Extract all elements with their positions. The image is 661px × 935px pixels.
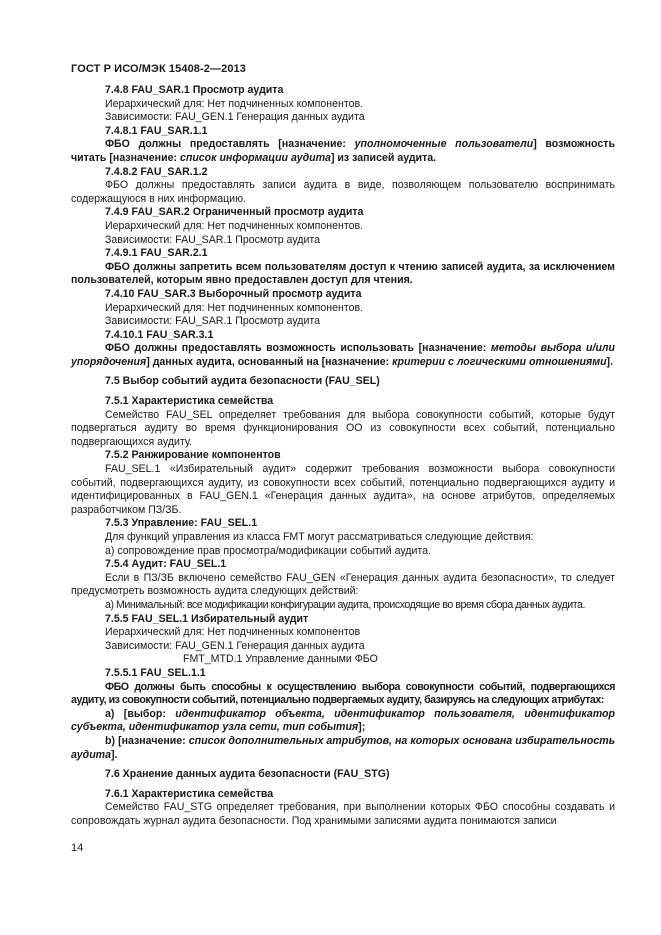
page-content: [71, 84, 615, 828]
text-span: ].: [606, 355, 614, 368]
paragraph: Если в ПЗ/ЗБ включено семейство FAU_GEN «Генерация данных аудита безопасности», то следует предусмотреть возможность аудита следующих действий:: [71, 571, 615, 598]
dependency-line: Зависимости: FAU_GEN.1 Генерация данных аудита: [105, 639, 365, 652]
element-heading: 7.4.10.1 FAU_SAR.3.1: [105, 328, 214, 341]
hierarchy-line: Иерархический для: Нет подчиненных компонентов.: [105, 219, 364, 232]
page-header: ГОСТ Р ИСО/МЭК 15408-2—2013: [71, 63, 246, 75]
family-heading: 7.5 Выбор событий аудита безопасности (FAU_SEL): [105, 375, 380, 388]
text-span: ФБО должны предоставлять [назначение:: [105, 138, 355, 151]
element-heading: 7.4.9.1 FAU_SAR.2.1: [105, 247, 208, 260]
requirement-text: ФБО должны быть способны к осуществлению выбора совокупности событий, подвергающихся аудиту, из совокупности событий, потенциально подвергаемых аудиту, базируясь на следующих атрибутах:: [71, 680, 615, 707]
paragraph: Семейство FAU_SEL определяет требования для выбора совокупности событий, которые будут подвергаться аудиту во время функционирования ОО из совокупности всех событий, потенциально подвергающихся аудиту.: [71, 408, 615, 448]
hierarchy-line: Иерархический для: Нет подчиненных компонентов: [105, 626, 361, 639]
italic-span: критерии с логическими отношениями: [392, 355, 607, 368]
text-span: ] данных аудита, основанный на [назначение:: [146, 355, 393, 368]
section-heading: 7.4.9 FAU_SAR.2 Ограниченный просмотр аудита: [105, 206, 364, 219]
paragraph: FAU_SEL.1 «Избирательный аудит» содержит требования возможности выбора совокупности событий, подвергающихся аудиту, из совокупности всех событий, потенциально подвергающихся аудиту и идентифицированных в FAU_GEN.1 «Генерация данных аудита», на основе атрибутов, определяемых разработчиком ПЗ/ЗБ.: [71, 463, 615, 516]
text-span: ФБО должны предоставлять возможность использовать [назначение:: [105, 342, 491, 355]
section-heading: 7.5.1 Характеристика семейства: [105, 395, 274, 408]
section-heading: 7.5.4 Аудит: FAU_SEL.1: [105, 558, 227, 571]
page-number: 14: [71, 842, 84, 854]
element-heading: 7.5.5.1 FAU_SEL.1.1: [105, 666, 206, 679]
italic-span: список информации аудита: [179, 151, 331, 164]
dependency-line: FMT_MTD.1 Управление данными ФБО: [183, 653, 378, 666]
element-heading: 7.4.8.2 FAU_SAR.1.2: [105, 165, 208, 178]
text-span: а) [выбор:: [105, 707, 176, 720]
hierarchy-line: Иерархический для: Нет подчиненных компонентов.: [105, 97, 364, 110]
section-heading: 7.5.5 FAU_SEL.1 Избирательный аудит: [105, 612, 309, 625]
section-heading: 7.6.1 Характеристика семейства: [105, 787, 274, 800]
list-item: [71, 735, 615, 762]
requirement-text: [71, 342, 615, 369]
family-heading: 7.6 Хранение данных аудита безопасности (FAU_STG): [105, 768, 390, 781]
section-heading: 7.5.2 Ранжирование компонентов: [105, 449, 281, 462]
hierarchy-line: Иерархический для: Нет подчиненных компонентов.: [105, 301, 364, 314]
requirement-text: [71, 138, 615, 165]
text-span: ] возможность читать [назначение:: [71, 138, 615, 164]
dependency-line: Зависимости: FAU_GEN.1 Генерация данных аудита: [105, 111, 365, 124]
dependency-line: Зависимости: FAU_SAR.1 Просмотр аудита: [105, 233, 320, 246]
list-item: а) Минимальный: все модификации конфигурации аудита, происходящие во время сбора данных аудита.: [105, 598, 585, 611]
element-heading: 7.4.8.1 FAU_SAR.1.1: [105, 124, 208, 137]
paragraph: Семейство FAU_STG определяет требования, при выполнении которых ФБО способны создавать и сопровождать журнал аудита безопасности. Под хранимыми записями аудита понимаются записи: [71, 801, 615, 827]
dependency-line: Зависимости: FAU_SAR.1 Просмотр аудита: [105, 315, 320, 328]
text-span: ] из записей аудита.: [330, 151, 437, 164]
list-item: [71, 708, 615, 735]
requirement-text: ФБО должны запретить всем пользователям доступ к чтению записей аудита, за исключением пользователей, которым явно предоставлен доступ для чтения.: [71, 260, 615, 287]
section-heading: 7.4.8 FAU_SAR.1 Просмотр аудита: [105, 84, 284, 96]
section-heading: 7.4.10 FAU_SAR.3 Выборочный просмотр аудита: [105, 287, 362, 300]
list-item: а) сопровождение прав просмотра/модификации событий аудита.: [105, 544, 431, 557]
requirement-text: ФБО должны предоставлять записи аудита в виде, позволяющем пользователю воспринимать содержащуюся в них информацию.: [71, 179, 615, 205]
paragraph: Для функций управления из класса FMT могут рассматриваться следующие действия:: [105, 531, 534, 543]
italic-span: список дополнительных атрибутов, на которых основана избирательность аудита: [71, 734, 615, 761]
text-span: b) [назначение:: [105, 734, 189, 747]
section-heading: 7.5.3 Управление: FAU_SEL.1: [105, 517, 258, 530]
text-span: ];: [358, 721, 366, 734]
italic-span: уполномоченные пользователи: [354, 138, 534, 151]
text-span: ].: [110, 748, 118, 761]
italic-span: идентификатор объекта, идентификатор пользователя, идентификатор субъекта, идентификатор узла сети, тип события: [71, 707, 615, 734]
italic-span: методы выбора и/или упорядочения: [71, 342, 615, 368]
